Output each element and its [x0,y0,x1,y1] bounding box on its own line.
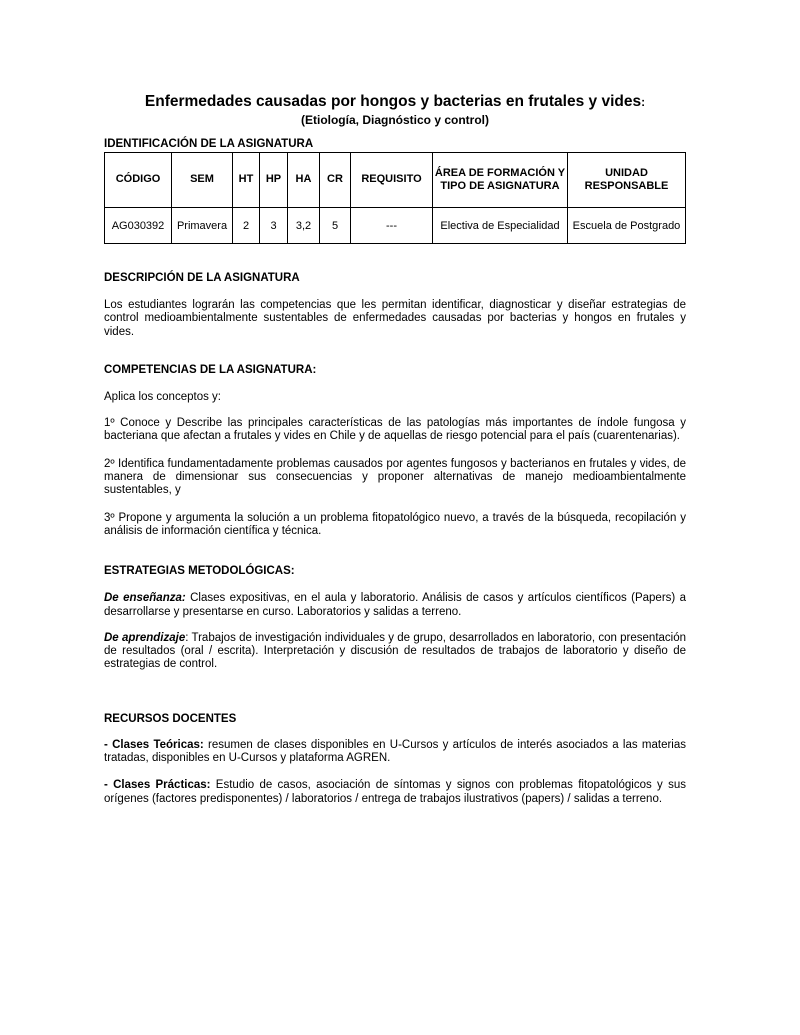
col-unidad: UNIDAD RESPONSABLE [568,153,686,208]
estrategia-aprendizaje [104,632,686,672]
competencia-item-3: 3º Propone y argumenta la solución a un problema fitopatológico nuevo, a través de la búsqueda, recopilación y análisis de información científica y técnica. [104,511,686,537]
cell-codigo: AG030392 [105,208,172,244]
identificacion-heading: IDENTIFICACIÓN DE LA ASIGNATURA [104,138,314,150]
recurso-practicas [104,779,686,806]
col-requisito: REQUISITO [351,153,433,208]
title-colon: : [641,95,646,109]
recursos-heading: RECURSOS DOCENTES [104,712,237,725]
cell-area: Electiva de Especialidad [433,208,568,244]
aprendizaje-label: De aprendizaje [104,631,186,644]
table-header-row [105,153,686,208]
identificacion-table [104,152,686,244]
col-cr: CR [320,153,351,208]
descripcion-heading: DESCRIPCIÓN DE LA ASIGNATURA [104,272,300,284]
competencias-intro: Aplica los conceptos y: [104,390,221,403]
estrategia-ensenanza [104,592,686,619]
teoricas-text: resumen de clases disponibles en U-Cursos y artículos de interés asociados a las materias tratadas, disponibles en U-Cursos y plataforma AGREN. [104,738,686,765]
col-ha: HA [288,153,320,208]
document-title [104,92,686,112]
ensenanza-text: Clases expositivas, en el aula y laboratorio. Análisis de casos y artículos científicos (Papers) a desarrollarse y presentarse en curso. Laboratorios y salidas a terreno. [104,592,687,618]
competencias-heading: COMPETENCIAS DE LA ASIGNATURA: [104,363,317,376]
cell-hp: 3 [260,208,288,244]
estrategias-heading: ESTRATEGIAS METODOLÓGICAS: [104,565,295,578]
col-hp: HP [260,153,288,208]
col-ht: HT [233,153,260,208]
table-row [105,208,686,244]
practicas-text: Estudio de casos, asociación de síntomas y signos con problemas fitopatológicos y sus orígenes (factores predisponentes) / laboratorios / entrega de trabajos ilustrativos (papers) / salidas a terreno. [104,779,686,805]
teoricas-label: - Clases Teóricas: [104,738,204,751]
cell-cr: 5 [320,208,351,244]
aprendizaje-text: : Trabajos de investigación individuales y de grupo, desarrollados en laboratorio, con presentación de resultados (oral / escrita). Interpretación y discusión de resultados de trabajos de laboratorio y diseño de estrategias de control. [104,631,687,671]
recurso-teoricas [104,739,686,766]
cell-unidad: Escuela de Postgrado [568,208,686,244]
competencia-item-1: 1º Conoce y Describe las principales características de las patologías más importantes de índole fungosa y bacteriana que afectan a frutales y vides en Chile y de aquellas de riesgo potencial para el país (cuarentenarias). [104,417,686,443]
competencia-item-2: 2º Identifica fundamentadamente problemas causados por agentes fungosos y bacterianos en frutales y vides, de manera de dimensionar sus consecuencias y proponer alternativas de manejo medioambientalmente sustentables, y [104,457,686,497]
document-subtitle: (Etiología, Diagnóstico y control) [300,113,489,127]
practicas-label: - Clases Prácticas: [104,779,211,792]
col-area: ÁREA DE FORMACIÓN Y TIPO DE ASIGNATURA [433,153,568,208]
col-codigo: CÓDIGO [105,153,172,208]
cell-sem: Primavera [172,208,233,244]
document-page [104,92,686,806]
title-text: Enfermedades causadas por hongos y bacterias en frutales y vides [144,93,642,110]
col-sem: SEM [172,153,233,208]
cell-ht: 2 [233,208,260,244]
cell-ha: 3,2 [288,208,320,244]
ensenanza-label: De enseñanza: [104,592,186,605]
descripcion-text: Los estudiantes lograrán las competencias que les permitan identificar, diagnosticar y diseñar estrategias de control medioambientalmente sustentables de enfermedades causadas por bacterias y hongos en frutales y vides. [104,299,686,338]
cell-requisito: --- [351,208,433,244]
